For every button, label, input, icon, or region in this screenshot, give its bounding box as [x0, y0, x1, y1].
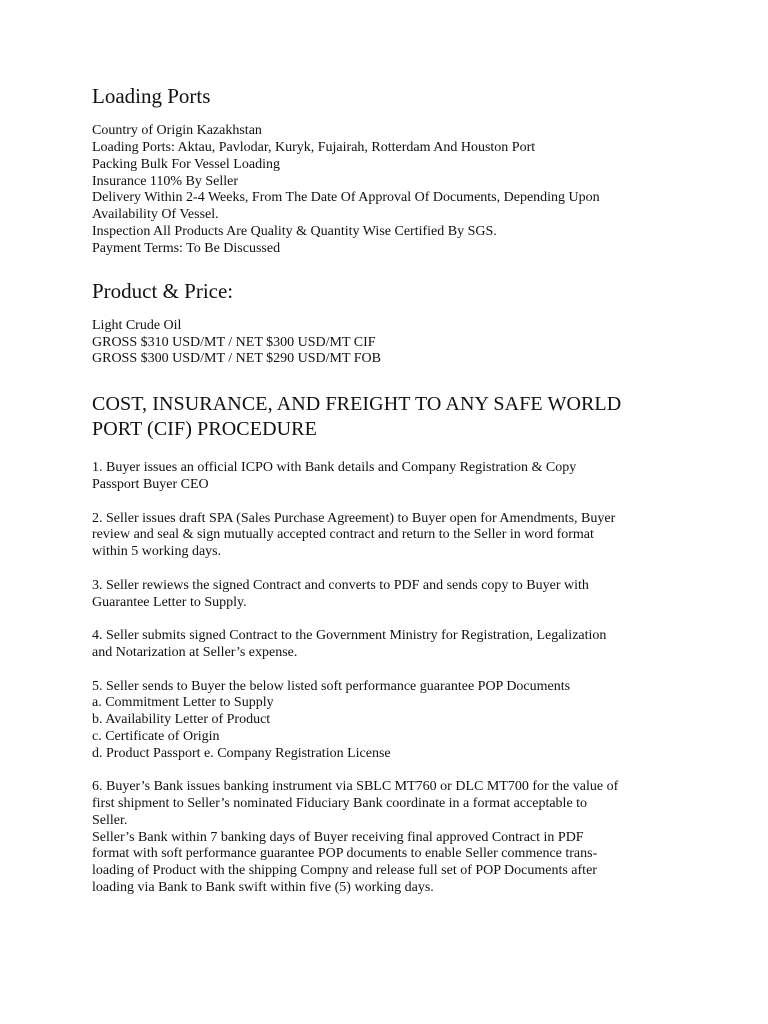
- packing-line: Packing Bulk For Vessel Loading: [92, 156, 280, 172]
- step-1-line: 1. Buyer issues an official ICPO with Bank details and Company Registration & Copy: [92, 460, 577, 476]
- step-4-line: and Notarization at Seller’s expense.: [92, 644, 298, 660]
- step-3-line: Guarantee Letter to Supply.: [92, 594, 247, 610]
- payment-terms-line: Payment Terms: To Be Discussed: [92, 240, 281, 256]
- step-1-line: Passport Buyer CEO: [92, 476, 209, 492]
- step-5-list-item: b. Availability Letter of Product: [92, 712, 271, 728]
- step-6-line: format with soft performance guarantee POP documents to enable Seller commence trans-: [92, 846, 598, 862]
- procedure-step-5: [92, 679, 692, 763]
- procedure-heading-line-1: COST, INSURANCE, AND FREIGHT TO ANY SAFE WORLD: [92, 393, 622, 416]
- procedure-step-4: [92, 628, 692, 662]
- document-page: [92, 84, 692, 914]
- cif-price-line: GROSS $310 USD/MT / NET $300 USD/MT CIF: [92, 334, 376, 350]
- step-6-line: loading of Product with the shipping Compny and release full set of POP Documents after: [92, 863, 597, 879]
- product-price-details: [92, 318, 692, 368]
- product-name-line: Light Crude Oil: [92, 317, 182, 333]
- procedure-step-2: [92, 511, 692, 561]
- step-5-list-item: c. Certificate of Origin: [92, 728, 220, 744]
- loading-ports-heading: Loading Ports: [92, 84, 211, 108]
- step-2-line: within 5 working days.: [92, 544, 222, 560]
- step-5-list-item: d. Product Passport e. Company Registration License: [92, 745, 391, 761]
- insurance-line: Insurance 110% By Seller: [92, 173, 239, 189]
- procedure-step-6: [92, 779, 692, 897]
- step-6-line: Seller’s Bank within 7 banking days of Buyer receiving final approved Contract in PDF: [92, 829, 584, 845]
- step-2-line: review and seal & sign mutually accepted contract and return to the Seller in word format: [92, 527, 594, 543]
- procedure-heading: [92, 392, 692, 442]
- step-3-line: 3. Seller rewiews the signed Contract and converts to PDF and sends copy to Buyer with: [92, 577, 589, 593]
- step-6-line: first shipment to Seller’s nominated Fiduciary Bank coordinate in a format acceptable to: [92, 796, 588, 812]
- step-6-line: 6. Buyer’s Bank issues banking instrument via SBLC MT760 or DLC MT700 for the value of: [92, 779, 619, 795]
- fob-price-line: GROSS $300 USD/MT / NET $290 USD/MT FOB: [92, 351, 382, 367]
- step-6-line: loading via Bank to Bank swift within five (5) working days.: [92, 880, 434, 896]
- loading-ports-line: Loading Ports: Aktau, Pavlodar, Kuryk, Fujairah, Rotterdam And Houston Port: [92, 139, 536, 155]
- step-4-line: 4. Seller submits signed Contract to the Government Ministry for Registration, Legalization: [92, 628, 607, 644]
- procedure-heading-line-2: PORT (CIF) PROCEDURE: [92, 418, 317, 441]
- step-5-line: 5. Seller sends to Buyer the below listed soft performance guarantee POP Documents: [92, 678, 571, 694]
- delivery-line-cont: Availability Of Vessel.: [92, 207, 219, 223]
- step-6-line: Seller.: [92, 812, 128, 828]
- loading-ports-details: [92, 123, 692, 257]
- product-price-heading: Product & Price:: [92, 278, 234, 303]
- step-5-list-item: a. Commitment Letter to Supply: [92, 695, 274, 711]
- delivery-line: Delivery Within 2-4 Weeks, From The Date Of Approval Of Documents, Depending Upon: [92, 190, 600, 206]
- origin-line: Country of Origin Kazakhstan: [92, 123, 262, 139]
- inspection-line: Inspection All Products Are Quality & Quantity Wise Certified By SGS.: [92, 223, 497, 239]
- step-2-line: 2. Seller issues draft SPA (Sales Purchase Agreement) to Buyer open for Amendments, Buyer: [92, 510, 616, 526]
- procedure-step-1: [92, 460, 692, 494]
- procedure-step-3: [92, 578, 692, 612]
